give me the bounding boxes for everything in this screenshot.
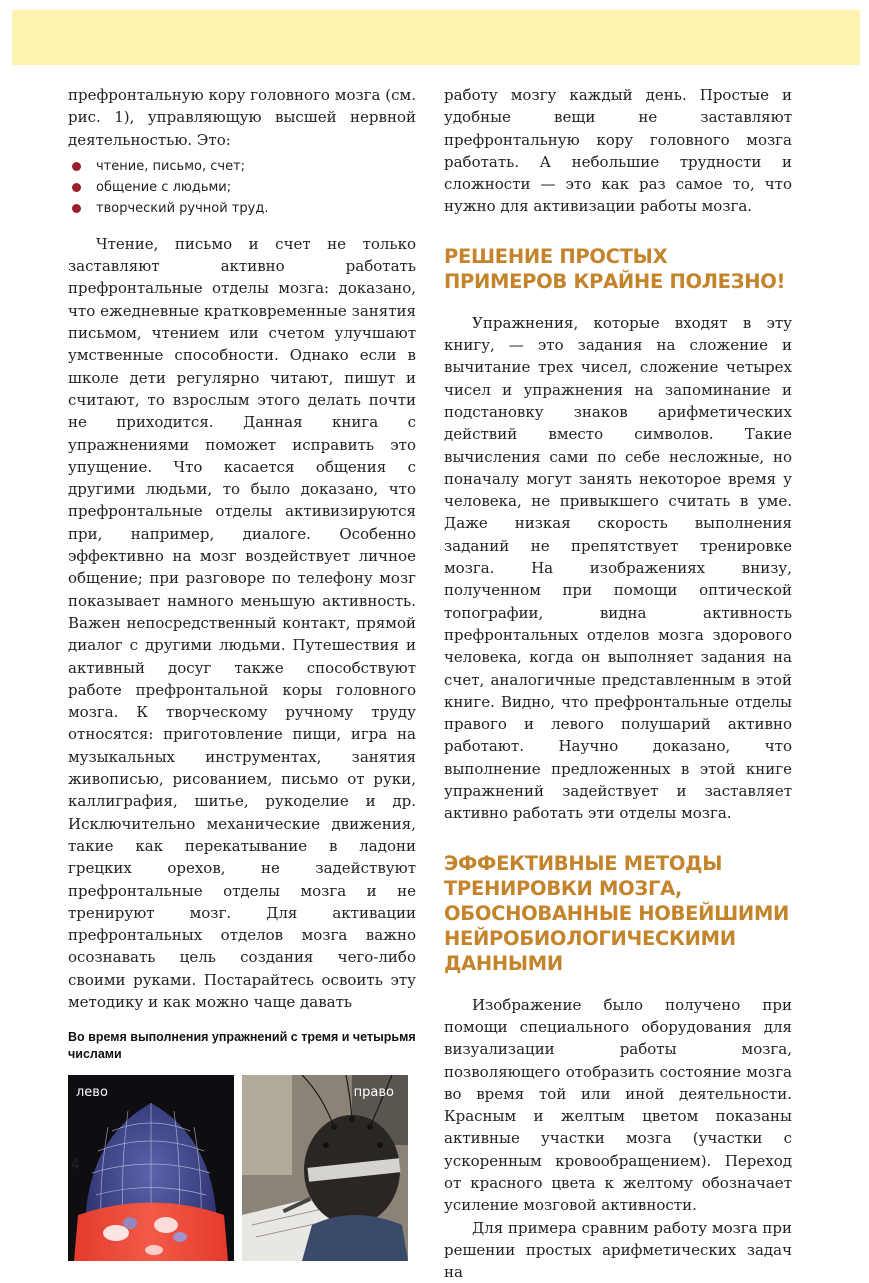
figure-label-left: лево [76, 1085, 108, 1101]
left-paragraph-2: Чтение, письмо и счет не только заставляют активно работать префронтальные отделы мозга: доказано, что ежедневные кратковременные занятия письмом, чтением или счетом улучшают умственные способности. Однако если в школе дети регулярно читают, пишут и считают, то взрослым этого делать почти не приходится. Данная книга с упражнениями поможет исправить это упущение. Что касается общения с другими людьми, то было доказано, что префронтальные отделы активизируются при, например, диалоге. Особенно эффективно на мозг воздействует личное общение; при разговоре по телефону мозг показывает намного меньшую активность. Важен непосредственный контакт, прямой диалог с другими людьми. Путешествия и активный досуг также способствуют работе префронтальной коры головного мозга. К творческому ручному труду относятся: приготовление пищи, игра на музыкальных инструментах, занятия живописью, рисованием, письмо от руки, каллиграфия, шитье, рукоделие и др. Исключительно механические движения, такие как перекатывание в ладони грецких орехов, не задействуют префронтальные отделы мозга и не тренируют мозг. Для активации префронтальных отделов мозга важно осознавать цель создания чего-либо своими руками. Постарайтесь освоить эту методику и как можно чаще давать [68, 234, 416, 1011]
bullet-list [68, 156, 416, 219]
right-column [444, 84, 792, 1283]
right-paragraph-4: Для примера сравним работу мозга при решении простых арифметических задач на [444, 1218, 792, 1282]
section-heading-2: ЭФФЕКТИВНЫЕ МЕТОДЫ ТРЕНИРОВКИ МОЗГА, ОБОСНОВАННЫЕ НОВЕЙШИМИ НЕЙРОБИОЛОГИЧЕСКИМИ ДАННЫМИ [444, 851, 790, 975]
brain-activity-image [68, 1075, 234, 1261]
top-color-band [12, 10, 860, 65]
bullet-item-communication: общение с людьми; [68, 177, 416, 198]
left-paragraph-1: префронтальную кору головного мозга (см. рис. 1), управляющую высшей нервной деятельностью. Это: [68, 86, 416, 149]
figure-row [68, 1075, 416, 1261]
bullet-item-handwork: творческий ручной труд. [68, 198, 416, 219]
right-paragraph-3: Изображение было получено при помощи специального оборудования для визуализации работы мозга, позволяющего отобразить состояние мозга во время той или иной деятельности. Красным и желтым цветом показаны активные участки мозга (участки с ускоренным кровообращением). Переход от красного цвета к желтому обозначает усиление мозговой активности. [444, 995, 792, 1215]
right-paragraph-2: Упражнения, которые входят в эту книгу, — это задания на сложение и вычитание трех чисел, сложение четырех чисел и упражнения на запоминание и подстановку знаков арифметических действий вместо символов. Такие вычисления сами по себе несложные, но поначалу могут занять некоторое время у человека, не привыкшего считать в уме. Даже низкая скорость выполнения заданий не препятствует тренировке мозга. На изображениях внизу, полученном при помощи оптической топографии, видна активность префронтальных отделов мозга здорового человека, когда он выполняет задания на счет, аналогичные представленным в этой книге. Видно, что префронтальные отделы правого и левого полушарий активно работают. Научно доказано, что выполнение предложенных в этой книге упражнений задействует и заставляет активно работать эти отделы мозга. [444, 313, 792, 823]
right-paragraph-1: работу мозгу каждый день. Простые и удобные вещи не заставляют префронтальную кору головного мозга работать. А небольшие трудности и сложности — это как раз самое то, что нужно для активизации работы мозга. [444, 86, 792, 216]
brain-topography-graphic [68, 1075, 234, 1261]
section-heading-1: РЕШЕНИЕ ПРОСТЫХ ПРИМЕРОВ КРАЙНЕ ПОЛЕЗНО! [444, 244, 786, 293]
bullet-item-reading: чтение, письмо, счет; [68, 156, 416, 177]
figure-caption: Во время выполнения упражнений с тремя и четырьмя числами [68, 1030, 416, 1062]
left-column [68, 84, 416, 1261]
page-number: 4 [71, 1157, 80, 1173]
subject-photo [242, 1075, 408, 1261]
photo-graphic [242, 1075, 408, 1261]
figure-label-right: право [353, 1085, 394, 1101]
